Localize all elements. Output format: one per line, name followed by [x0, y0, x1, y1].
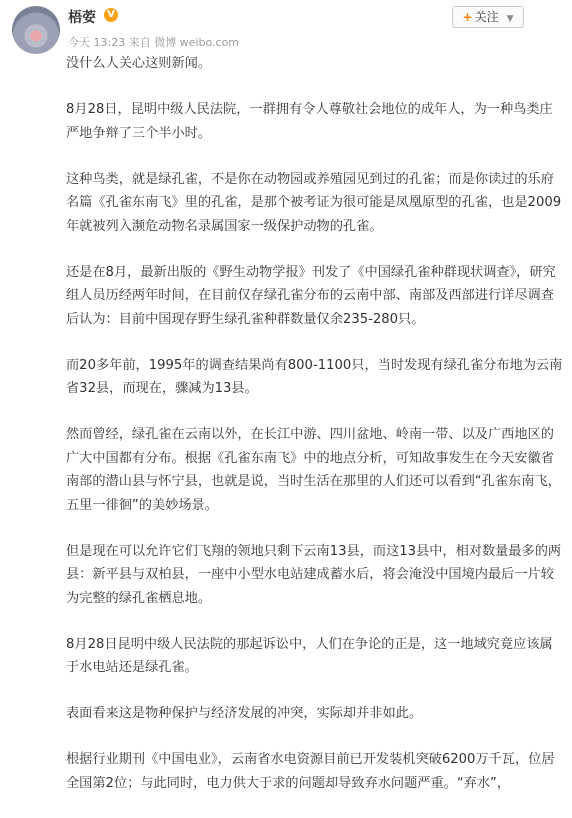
paragraph: 根据行业期刊《中国电业》，云南省水电资源目前已开发装机突破6200万千瓦，位居全国第2位；与此同时，电力供大于求的问题却导致弃水问题严重。“弃水”， [66, 752, 555, 791]
post-header [0, 0, 572, 60]
paragraph: 然而曾经，绿孔雀在云南以外，在长江中游、四川盆地、岭南一带、以及广西地区的广大中国都有分布。根据《孔雀东南飞》中的地点分析，可知故事发生在今天安徽省南部的潜山县与怀宁县，也就是说，当时生活在那里的人们还可以看到“孔雀东南飞，五里一徘徊”的美妙场景。 [66, 427, 561, 513]
paragraph: 而20多年前，1995年的调查结果尚有800-1100只，当时发现有绿孔雀分布地为云南省32县，而现在，骤减为13县。 [66, 357, 563, 396]
paragraph: 表面看来这是物种保护与经济发展的冲突，实际却并非如此。 [66, 706, 423, 721]
paragraph: 这种鸟类，就是绿孔雀，不是你在动物园或养殖园见到过的孔雀；而是你读过的乐府名篇《孔雀东南飞》里的孔雀，是那个被考证为很可能是凤凰原型的孔雀，也是2009年就被列入濒危动物名录属国家一级保护动物的孔雀。 [66, 171, 562, 234]
follow-label: 关注 [474, 10, 499, 24]
verified-badge-icon: V [104, 8, 118, 22]
paragraph: 8月28日，昆明中级人民法院，一群拥有令人尊敬社会地位的成年人，为一种鸟类庄严地争辩了三个半小时。 [66, 102, 553, 141]
post-content [66, 52, 564, 818]
user-avatar-icon[interactable] [12, 6, 60, 54]
paragraph: 还是在8月，最新出版的《野生动物学报》刊发了《中国绿孔雀种群现状调查》，研究组人员历经两年时间，在目前仅存绿孔雀分布的云南中部、南部及西部进行详尽调查后认为：目前中国现存野生绿孔雀种群数量仅余235-280只。 [66, 264, 556, 327]
paragraph: 但是现在可以允许它们飞翔的领地只剩下云南13县，而这13县中，相对数量最多的两县：新平县与双柏县，一座中小型水电站建成蓄水后，将会淹没中国境内最后一片较为完整的绿孔雀栖息地。 [66, 543, 562, 606]
plus-icon: + [462, 10, 473, 24]
post-meta: 今天 13:23 来自 微博 weibo.com [68, 36, 240, 49]
follow-button[interactable] [452, 6, 524, 28]
paragraph: 没什么人关心这则新闻。 [66, 56, 212, 71]
username[interactable]: 梧荌 [68, 10, 96, 26]
chevron-down-icon[interactable]: ▼ [506, 14, 514, 24]
paragraph: 8月28日昆明中级人民法院的那起诉讼中，人们在争论的正是，这一地域究竟应该属于水电站还是绿孔雀。 [66, 636, 553, 675]
